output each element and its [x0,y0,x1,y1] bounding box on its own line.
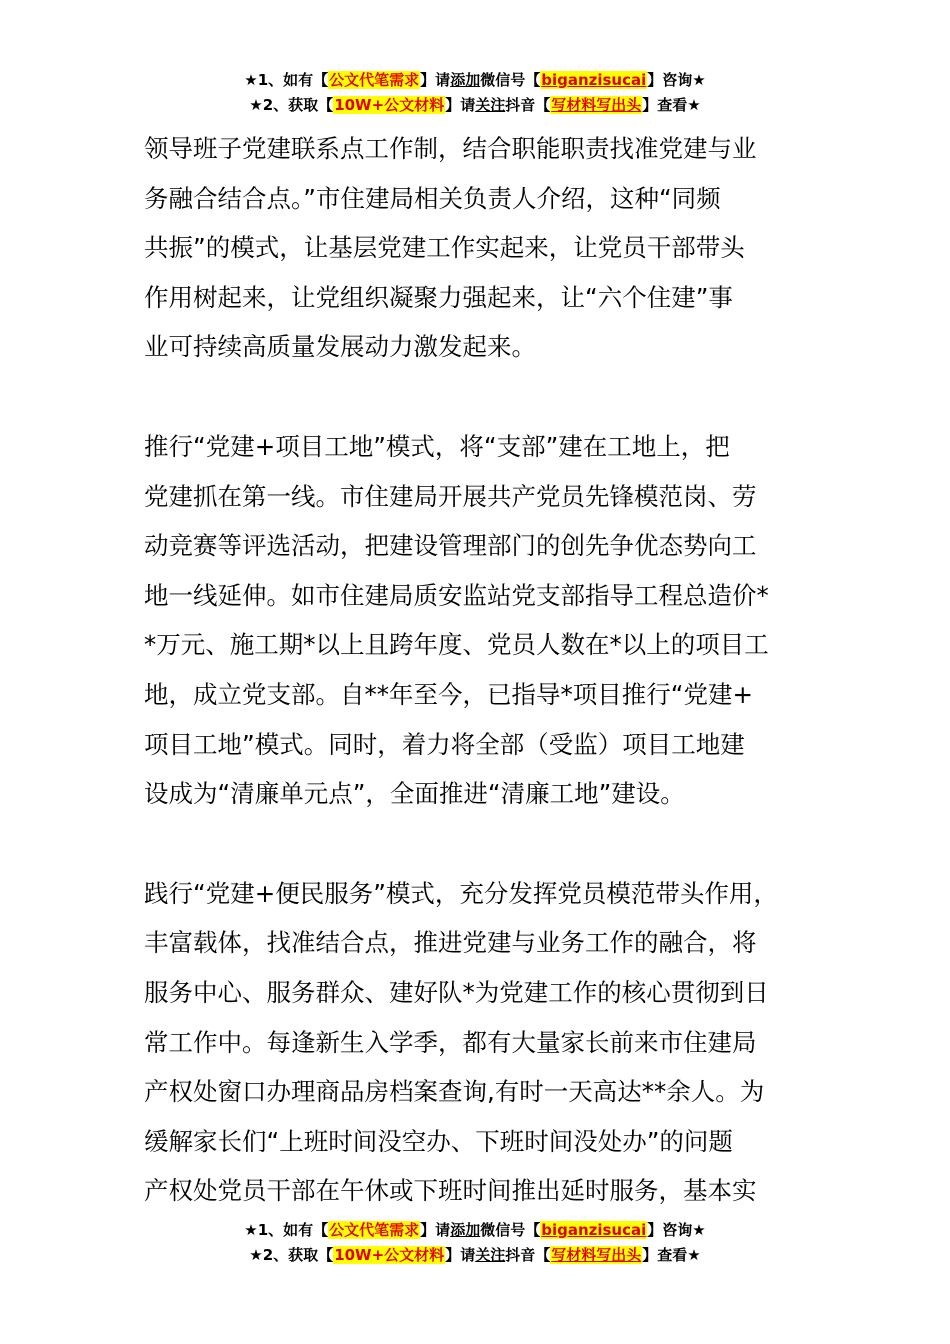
banner-highlight: 公文代笔需求 [329,1221,420,1239]
paragraph [144,869,834,1216]
text-line: 业可持续高质量发展动力激发起来。 [144,332,536,362]
text-line: 地，成立党支部。自**年至今，已指导*项目推行“党建+ [144,679,753,709]
banner-underline: 添加 [450,71,481,89]
paragraph [144,422,834,819]
wechat-id-link[interactable]: biganzisucai [541,1221,647,1239]
text-line: 动竞赛等评选活动，把建设管理部门的创先争优态势向工 [144,531,757,561]
banner-highlight: 10W+公文材料 [334,96,445,114]
banner-text: 】咨询★ [647,71,706,89]
banner-underline: 关注 [475,1246,506,1264]
banner-text: 微信号【 [480,71,541,89]
douyin-account-link[interactable]: 写材料写出头 [551,96,642,114]
banner-text: ★2、获取【 [249,1246,334,1264]
text-line: 领导班子党建联系点工作制，结合职能职责找准党建与业 [144,134,757,163]
banner-text: 】请 [445,1246,476,1264]
text-line: 地一线延伸。如市住建局质安监站党支部指导工程总造价* [144,580,769,610]
banner-text: 】咨询★ [647,1221,706,1239]
text-line: 常工作中。每逢新生入学季，都有大量家长前来市住建局 [144,1027,757,1057]
paragraph [144,124,834,372]
banner-text: 微信号【 [480,1221,541,1239]
footer-banner [0,1218,950,1268]
douyin-account-link[interactable]: 写材料写出头 [551,1246,642,1264]
banner-underline: 关注 [475,96,506,114]
text-line: 丰富载体，找准结合点，推进党建与业务工作的融合，将 [144,928,757,958]
text-line: 作用树起来，让党组织凝聚力强起来，让“六个住建”事 [144,282,733,312]
banner-text: 抖音【 [505,1246,551,1264]
banner-line-2 [0,1243,950,1268]
text-line: 践行“党建+便民服务”模式，充分发挥党员模范带头作用， [144,878,778,908]
text-line: *万元、施工期*以上且跨年度、党员人数在*以上的项目工 [144,630,769,660]
banner-line-1 [0,1218,950,1243]
banner-text: 】查看★ [642,1246,701,1264]
document-body [144,124,834,1266]
banner-text: ★2、获取【 [249,96,334,114]
banner-text: 】请 [420,71,451,89]
header-banner [0,68,950,118]
banner-text: ★1、如有【 [244,71,329,89]
text-line: 推行“党建+项目工地”模式，将“支部”建在工地上，把 [144,431,730,461]
text-line: 缓解家长们“上班时间没空办、下班时间没处办”的问题 [144,1126,733,1156]
text-line: 共振”的模式，让基层党建工作实起来，让党员干部带头 [144,233,745,263]
banner-underline: 添加 [450,1221,481,1239]
wechat-id-link[interactable]: biganzisucai [541,71,647,89]
banner-text: 】请 [445,96,476,114]
banner-highlight: 10W+公文材料 [334,1246,445,1264]
text-line: 务融合结合点。”市住建局相关负责人介绍，这种“同频 [144,183,721,213]
text-line: 设成为“清廉单元点”，全面推进“清廉工地”建设。 [144,779,685,809]
banner-text: ★1、如有【 [244,1221,329,1239]
text-line: 服务中心、服务群众、建好队*为党建工作的核心贯彻到日 [144,977,769,1007]
banner-highlight: 公文代笔需求 [329,71,420,89]
text-line: 产权处窗口办理商品房档案查询,有时一天高达**余人。为 [144,1077,765,1107]
banner-text: 】查看★ [642,96,701,114]
banner-text: 抖音【 [505,96,551,114]
banner-text: 】请 [420,1221,451,1239]
text-line: 项目工地”模式。同时，着力将全部（受监）项目工地建 [144,729,745,759]
text-line: 党建抓在第一线。市住建局开展共产党员先锋模范岗、劳 [144,481,757,511]
banner-line-2 [0,93,950,118]
text-line: 产权处党员干部在午休或下班时间推出延时服务，基本实 [144,1176,757,1206]
banner-line-1 [0,68,950,93]
